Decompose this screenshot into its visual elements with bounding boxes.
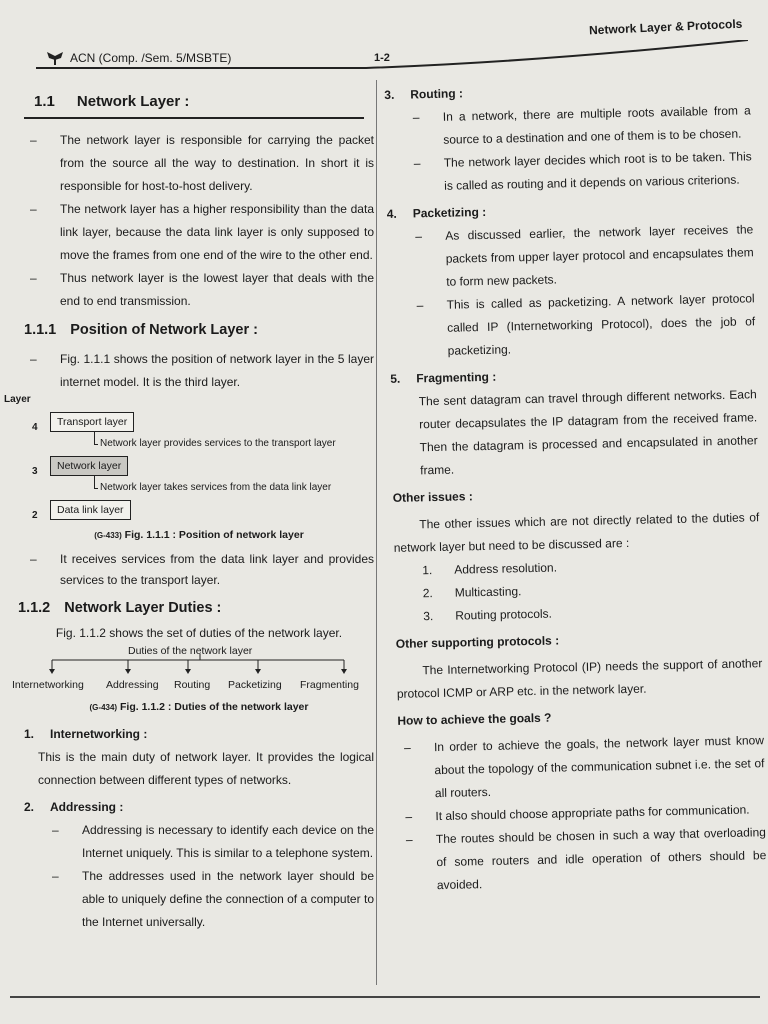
heading-underline — [24, 117, 364, 119]
duty-addressing: Addressing — [106, 679, 159, 691]
figure-intro: Fig. 1.1.2 shows the set of duties of the network layer. — [55, 626, 343, 640]
list-item: 2. Multicasting. — [422, 584, 522, 601]
column-divider — [376, 80, 377, 985]
left-column — [4, 88, 374, 934]
duty-heading: 2. Addressing : — [24, 800, 124, 814]
paragraph: The sent datagram can travel through different networks. Each router decapsulates the IP datagram from the received frame. Then the datagram is processed and encapsulated in another frame. — [418, 387, 758, 478]
list-item: – Fig. 1.1.1 shows the position of network layer in the 5 layer internet model. It is the third layer. — [30, 352, 374, 389]
list-item: 1. Address resolution. — [422, 560, 558, 578]
list-item: – The addresses used in the network layer should be able to uniquely define the connection of a computer to the Internet universally. — [52, 869, 374, 929]
list-item: – As discussed earlier, the network layer receives the packets from upper layer protocol and encapsulates them to form new packets. — [415, 222, 754, 289]
list-item: – In a network, there are multiple roots available from a source to a destination and one of them is to be chosen. — [412, 103, 751, 147]
duty-heading: 3. Routing : — [384, 86, 464, 102]
list-item: – Thus network layer is the lowest layer that deals with the end to end transmission. — [30, 271, 374, 308]
data-link-layer-box: Data link layer — [50, 500, 131, 520]
section-title: Network Layer : — [76, 93, 190, 110]
supporting-protocols-heading: Other supporting protocols : — [395, 633, 560, 651]
other-issues-heading: Other issues : — [392, 489, 473, 505]
list-item: 3. Routing protocols. — [423, 606, 553, 624]
duty-heading: 4. Packetizing : — [386, 204, 487, 221]
duties-root-label: Duties of the network layer — [128, 645, 253, 657]
arrow-note: Network layer takes services from the data link layer — [100, 482, 332, 493]
figure-position-of-network-layer: Layer 4 Transport layer Network layer provides services to the transport layer 3 Network layer Network layer takes services from the data link layer 2 Data link layer — [4, 394, 336, 521]
list-item: – The network layer decides which root is to be taken. This is called as routing and it depends on various criterions. — [413, 149, 752, 193]
paragraph: The other issues which are not directly related to the duties of network layer but need to be discussed are : — [393, 510, 760, 555]
duty-fragmenting: Fragmenting — [300, 679, 359, 691]
section-heading-1-1-2: 1.1.2 Network Layer Duties : — [18, 600, 222, 616]
transport-layer-box: Transport layer — [50, 412, 134, 432]
section-number: 1.1 — [34, 93, 55, 110]
footer-rule — [10, 996, 760, 998]
layer-axis-label: Layer — [4, 394, 31, 405]
figure-caption: (G-434) Fig. 1.1.2 : Duties of the network layer — [89, 701, 309, 713]
list-item: – It also should choose appropriate paths for communication. — [405, 802, 750, 824]
list-item: – The network layer is responsible for carrying the packet from the source all the way to destination. In short it is responsible for host-to-host delivery. — [30, 133, 374, 193]
page-number: 1-2 — [374, 52, 390, 64]
book-title: ACN (Comp. /Sem. 5/MSBTE) — [70, 51, 232, 65]
section-heading-1-1-1: 1.1.1 Position of Network Layer : — [24, 322, 258, 338]
duty-heading: 5. Fragmenting : — [390, 369, 497, 386]
other-issues-list — [422, 552, 761, 628]
section-heading-1-1 — [34, 90, 374, 113]
list-item: – The network layer has a higher responsibility than the data link layer, because the data link layer is only supposed to move the frames from one end of the wire to the other end. — [30, 202, 374, 262]
duty-internetworking: Internetworking — [12, 679, 84, 691]
duty-routing: Routing — [174, 679, 211, 691]
book-header — [46, 50, 231, 66]
arrow-note: Network layer provides services to the transport layer — [100, 438, 336, 449]
duty-packetizing: Packetizing — [228, 679, 282, 691]
publisher-logo-icon — [46, 50, 64, 66]
network-layer-box: Network layer — [50, 456, 128, 476]
chapter-title: Network Layer & Protocols — [588, 16, 743, 38]
list-item: – In order to achieve the goals, the network layer must know about the topology of the communication subnet i.e. the set of all routers. — [403, 733, 765, 801]
list-item: – The routes should be chosen in such a way that overloading of some routers and idle operation of others should be avoided. — [405, 825, 767, 893]
duty-heading: 1. Internetworking : — [24, 727, 148, 741]
figure-network-layer-duties — [12, 640, 374, 692]
right-column — [384, 72, 767, 897]
goals-heading: How to achieve the goals ? — [397, 710, 552, 728]
paragraph: The Internetworking Protocol (IP) needs the support of another protocol ICMP or ARP etc. in the network layer. — [396, 656, 763, 701]
list-item: – Addressing is necessary to identify each device on the Internet uniquely. This is similar to a telephone system. — [52, 823, 374, 860]
list-item: – This is called as packetizing. A network layer protocol called IP (Internetworking Protocol), does the job of packetizing. — [416, 291, 756, 358]
paragraph: This is the main duty of network layer. It provides the logical connection between different types of networks. — [38, 750, 374, 787]
list-item: – It receives services from the data link layer and provides services to the transport layer. — [30, 552, 374, 587]
figure-caption: (G-433) Fig. 1.1.1 : Position of network layer — [94, 529, 304, 541]
